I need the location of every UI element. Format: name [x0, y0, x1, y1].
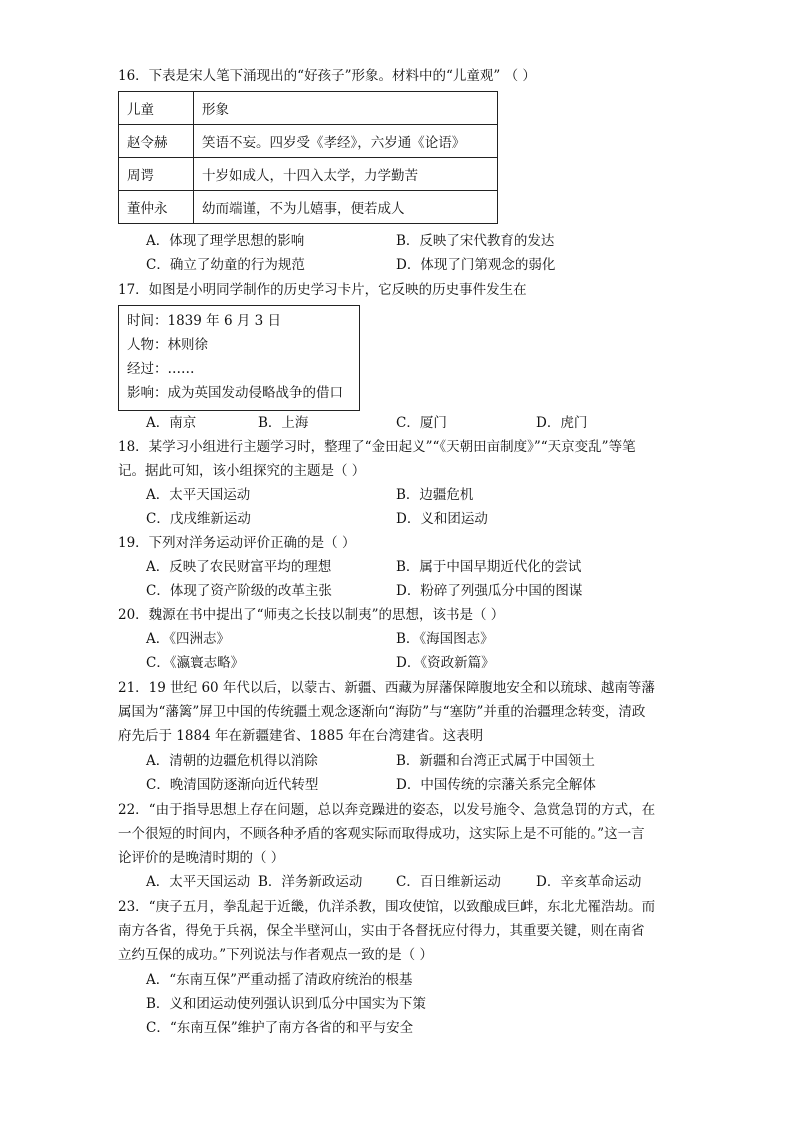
q16-option-d: D．体现了门第观念的弱化: [396, 257, 556, 273]
q22-stem-line-1: 22．“由于指导思想上存在问题，总以奔竞躁进的姿态，以发号施令、急赏急罚的方式，在: [118, 802, 656, 818]
q16-option-c: C．确立了幼童的行为规范: [146, 257, 305, 273]
q17-option-b: B．上海: [258, 415, 309, 431]
q16-table: [118, 91, 498, 224]
table-cell: 幼而端谨，不为儿嬉事，便若成人: [194, 191, 498, 224]
q19-option-a: A．反映了农民财富平均的理想: [146, 559, 332, 575]
table-header-cell: 形象: [194, 92, 498, 125]
q17-option-a: A．南京: [146, 415, 197, 431]
q23-stem-line-2: 南方各省，得免于兵祸，保全半壁河山，实由于各督抚应付得力，其重要关键，则在南省: [118, 923, 645, 939]
table-row: [119, 158, 498, 191]
q23-stem-line-1: 23．“庚子五月，拳乱起于近畿，仇洋杀教，围攻使馆，以致酿成巨衅，东北尤罹浩劫。而: [118, 899, 656, 915]
q16-option-b: B．反映了宋代教育的发达: [396, 233, 555, 249]
q22-stem-line-3: 论评价的是晚清时期的（ ）: [118, 850, 285, 866]
q19-stem: 19．下列对洋务运动评价正确的是（ ）: [118, 535, 356, 551]
q18-stem-line-2: 记。据此可知，该小组探究的主题是（ ）: [118, 463, 366, 479]
q18-option-a: A．太平天国运动: [146, 487, 251, 503]
q18-stem-line-1: 18．某学习小组进行主题学习时，整理了“金田起义”“《天朝田亩制度》”“天京变乱”等笔: [118, 439, 636, 455]
q22-option-d: D．辛亥革命运动: [536, 874, 642, 890]
table-header-cell: 儿童: [119, 92, 194, 125]
table-cell: 笑语不妄。四岁受《孝经》，六岁通《论语》: [194, 125, 498, 158]
q20-option-d: D．《资政新篇》: [396, 655, 495, 671]
q21-option-d: D．中国传统的宗藩关系完全解体: [396, 777, 596, 793]
q23-option-a: A．“东南互保”严重动摇了清政府统治的根基: [146, 972, 413, 988]
q22-stem-line-2: 一个很短的时间内，不顾各种矛盾的客观实际而取得成功，这实际上是不可能的。”这一言: [118, 826, 645, 842]
card-line: 经过：……: [127, 361, 195, 377]
table-cell: 周谔: [119, 158, 194, 191]
q21-option-b: B．新疆和台湾正式属于中国领土: [396, 753, 595, 769]
q18-option-b: B．边疆危机: [396, 487, 474, 503]
q21-stem-line-3: 府先后于 1884 年在新疆建省、1885 年在台湾建省。这表明: [118, 728, 484, 744]
q16-option-a: A．体现了理学思想的影响: [146, 233, 305, 249]
q22-option-a: A．太平天国运动: [146, 874, 251, 890]
q20-option-b: B．《海国图志》: [396, 631, 494, 647]
q17-stem: 17．如图是小明同学制作的历史学习卡片，它反映的历史事件发生在: [118, 282, 527, 298]
table-row: [119, 125, 498, 158]
q19-option-c: C．体现了资产阶级的改革主张: [146, 583, 332, 599]
q21-option-a: A．清朝的边疆危机得以消除: [146, 753, 318, 769]
q22-option-b: B．洋务新政运动: [258, 874, 363, 890]
q19-option-d: D．粉碎了列强瓜分中国的图谋: [396, 583, 583, 599]
table-row: [119, 191, 498, 224]
q18-option-d: D．义和团运动: [396, 511, 488, 527]
q23-option-b: B．义和团运动使列强认识到瓜分中国实为下策: [146, 996, 426, 1012]
q21-stem-line-2: 属国为“藩篱”屏卫中国的传统疆土观念逐渐向“海防”与“塞防”并重的治疆理念转变，清政: [118, 704, 646, 720]
q21-stem-line-1: 21．19 世纪 60 年代以后，以蒙古、新疆、西藏为屏藩保障腹地安全和以琉球、越南等藩: [118, 680, 655, 696]
q23-option-c: C．“东南互保”维护了南方各省的和平与安全: [146, 1020, 414, 1036]
table-cell: 十岁如成人，十四入太学，力学勤苦: [194, 158, 498, 191]
q22-option-c: C．百日维新运动: [396, 874, 501, 890]
q20-option-a: A．《四洲志》: [146, 631, 230, 647]
q21-option-c: C．晚清国防逐渐向近代转型: [146, 777, 319, 793]
card-line: 人物：林则徐: [127, 337, 208, 353]
q20-stem: 20．魏源在书中提出了“师夷之长技以制夷”的思想，该书是（ ）: [118, 607, 505, 623]
card-line: 影响：成为英国发动侵略战争的借口: [127, 385, 343, 401]
q19-option-b: B．属于中国早期近代化的尝试: [396, 559, 582, 575]
q17-history-card: [118, 305, 360, 411]
q23-stem-line-3: 立约互保的成功。”下列说法与作者观点一致的是（ ）: [118, 947, 433, 963]
q17-option-c: C．厦门: [396, 415, 447, 431]
q16-stem: 16．下表是宋人笔下涌现出的“好孩子”形象。材料中的“儿童观” （ ）: [118, 68, 536, 84]
q20-option-c: C．《瀛寰志略》: [146, 655, 245, 671]
table-cell: 董仲永: [119, 191, 194, 224]
q18-option-c: C．戊戌维新运动: [146, 511, 251, 527]
table-row: [119, 92, 498, 125]
card-line: 时间：1839 年 6 月 3 日: [127, 313, 281, 329]
q17-option-d: D．虎门: [536, 415, 588, 431]
table-cell: 赵令赫: [119, 125, 194, 158]
